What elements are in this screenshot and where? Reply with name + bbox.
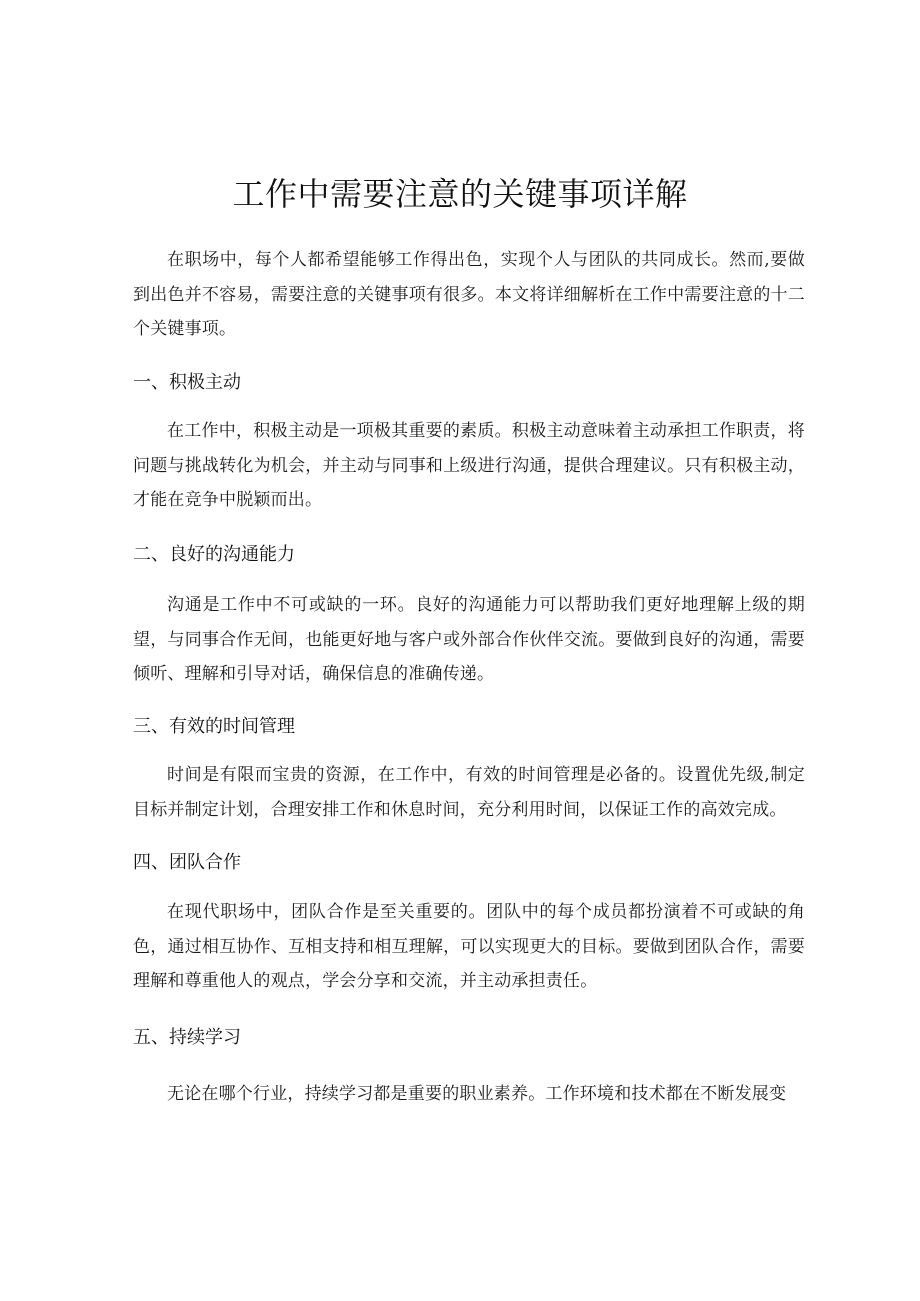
section-heading-2: 二、良好的沟通能力 bbox=[133, 544, 295, 565]
section-body-5: 无论在哪个行业，持续学习都是重要的职业素养。工作环境和技术都在不断发展变 bbox=[167, 1084, 787, 1104]
document-title: 工作中需要注意的关键事项详解 bbox=[232, 175, 688, 213]
section-heading-4: 四、团队合作 bbox=[133, 852, 241, 873]
section-body-1: 在工作中，积极主动是一项极其重要的素质。积极主动意味着主动承担工作职责，将问题与挑战转化为机会，并主动与同事和上级进行沟通，提供合理建议。只有积极主动，才能在竞争中脱颖而出。 bbox=[133, 421, 805, 510]
section-body-3: 时间是有限而宝贵的资源，在工作中，有效的时间管理是必备的。设置优先级,制定目标并制定计划，合理安排工作和休息时间，充分利用时间，以保证工作的高效完成。 bbox=[133, 765, 805, 820]
section-heading-3: 三、有效的时间管理 bbox=[133, 716, 295, 737]
intro-paragraph: 在职场中，每个人都希望能够工作得出色，实现个人与团队的共同成长。然而,要做到出色并不容易，需要注意的关键事项有很多。本文将详细解析在工作中需要注意的十二个关键事项。 bbox=[133, 250, 805, 339]
section-body-4: 在现代职场中，团队合作是至关重要的。团队中的每个成员都扮演着不可或缺的角色，通过相互协作、互相支持和相互理解，可以实现更大的目标。要做到团队合作，需要理解和尊重他人的观点，学会分享和交流，并主动承担责任。 bbox=[133, 902, 805, 991]
section-body-2: 沟通是工作中不可或缺的一环。良好的沟通能力可以帮助我们更好地理解上级的期望，与同事合作无间，也能更好地与客户或外部合作伙伴交流。要做到良好的沟通，需要倾听、理解和引导对话，确保信息的准确传递。 bbox=[133, 595, 805, 684]
section-heading-5: 五、持续学习 bbox=[133, 1027, 241, 1048]
section-heading-1: 一、积极主动 bbox=[133, 372, 241, 393]
